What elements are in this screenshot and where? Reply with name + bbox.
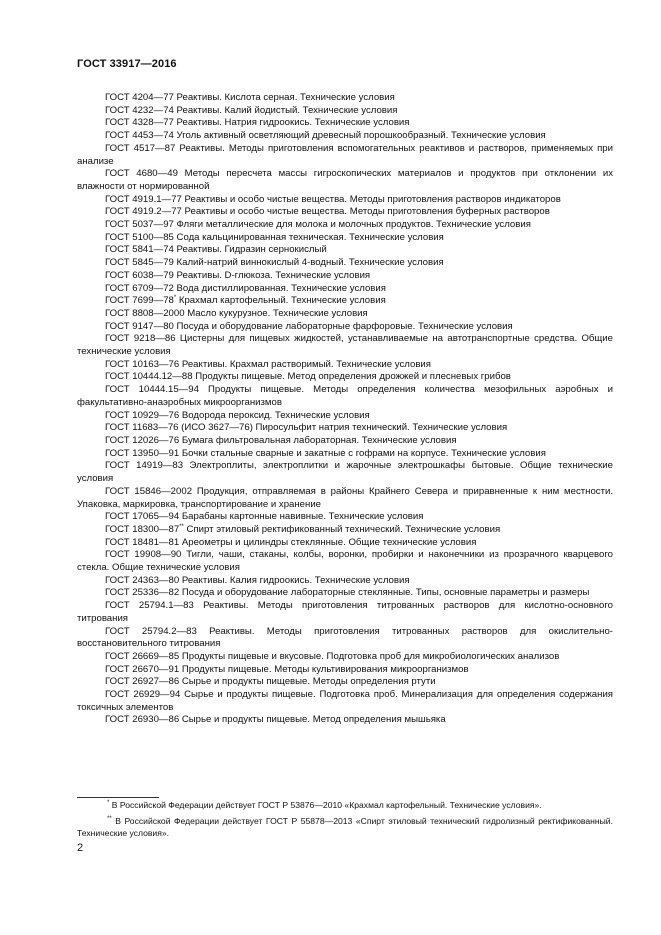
reference-item: ГОСТ 4680—49 Методы пересчета массы гигроскопических материалов и продуктов при отклонении их влажности от нормированной <box>77 168 613 192</box>
reference-item: ГОСТ 26669—85 Продукты пищевые и вкусовые. Подготовка проб для микробиологических анализов <box>105 650 560 662</box>
reference-item: ГОСТ 9147—80 Посуда и оборудование лабораторные фарфоровые. Технические условия <box>105 320 513 332</box>
reference-code: ГОСТ 7699—78 <box>105 295 174 307</box>
reference-item: ГОСТ 15846—2002 Продукция, отправляемая в районы Крайнего Севера и приравненные к ним местности. Упаковка, маркировка, транспортирование и хранение <box>77 485 613 510</box>
reference-item: ГОСТ 17065—94 Барабаны картонные навивные. Технические условия <box>105 511 424 523</box>
reference-item: ГОСТ 5841—74 Реактивы. Гидразин сернокислый <box>105 244 327 256</box>
footnotes <box>77 800 613 843</box>
footnote-text: В Российской Федерации действует ГОСТ Р 55878—2013 «Спирт этиловый технический гидролизный ректификованный. Технические условия». <box>77 815 613 838</box>
footnote-marker: * <box>173 295 177 302</box>
footnote <box>77 816 613 840</box>
reference-item: ГОСТ 6709—72 Вода дистиллированная. Технические условия <box>105 282 386 294</box>
reference-item: ГОСТ 14919—83 Электроплиты, электроплитки и жарочные электрошкафы бытовые. Общие технические условия <box>77 460 613 485</box>
reference-item: ГОСТ 10163—76 Реактивы. Крахмал растворимый. Технические условия <box>105 358 431 370</box>
reference-item: ГОСТ 26929—94 Сырье и продукты пищевые. Подготовка проб. Минерализация для определения содержания токсичных элементов <box>77 689 613 713</box>
reference-item: ГОСТ 26930—86 Сырье и продукты пищевые. Метод определения мышьяка <box>105 714 446 726</box>
reference-item: ГОСТ 5845—79 Калий-натрий виннокислый 4-водный. Технические условия <box>105 257 444 269</box>
reference-item: ГОСТ 10929—76 Водорода пероксид. Технические условия <box>105 409 370 421</box>
reference-item: ГОСТ 25794.1—83 Реактивы. Методы приготовления титрованных растворов для кислотно-основного титрования <box>77 600 613 624</box>
reference-item: ГОСТ 4919.1—77 Реактивы и особо чистые вещества. Методы приготовления растворов индикаторов <box>105 193 561 205</box>
reference-item: ГОСТ 4517—87 Реактивы. Методы приготовления вспомогательных реактивов и растворов, применяемых при анализе <box>77 142 613 167</box>
reference-item: ГОСТ 19908—90 Тигли, чаши, стаканы, колбы, воронки, пробирки и наконечники из прозрачного кварцевого стекла. Общие технические условия <box>77 549 613 574</box>
reference-item <box>77 524 613 537</box>
reference-title: Крахмал картофельный. Технические условия <box>176 295 386 307</box>
reference-item: ГОСТ 4204—77 Реактивы. Кислота серная. Технические условия <box>105 92 395 103</box>
page-number: 2 <box>77 842 84 854</box>
reference-item: ГОСТ 9218—86 Цистерны для пищевых жидкостей, устанавливаемые на автотранспортные средства. Общие технические условия <box>77 333 613 358</box>
reference-code: ГОСТ 18300—87 <box>105 523 180 535</box>
reference-item: ГОСТ 6038—79 Реактивы. D-глюкоза. Технические условия <box>105 269 371 281</box>
reference-title: Спирт этиловый ректификованный технический. Технические условия <box>183 523 501 535</box>
normative-references-list <box>77 92 613 727</box>
reference-item: ГОСТ 8808—2000 Масло кукурузное. Технические условия <box>105 307 368 319</box>
reference-item: ГОСТ 11683—76 (ИСО 3627—76) Пиросульфит натрия технический. Технические условия <box>105 422 508 434</box>
reference-item: ГОСТ 4232—74 Реактивы. Калий йодистый. Технические условия <box>105 104 398 116</box>
reference-item: ГОСТ 13950—91 Бочки стальные сварные и закатные с гофрами на корпусе. Технические условия <box>105 447 546 459</box>
reference-item: ГОСТ 24363—80 Реактивы. Калия гидроокись. Технические условия <box>105 574 410 586</box>
reference-item: ГОСТ 10444.15—94 Продукты пищевые. Методы определения количества мезофильных аэробных и факультативно-анаэробных микроорганизмов <box>77 384 613 408</box>
reference-item: ГОСТ 12026—76 Бумага фильтровальная лабораторная. Технические условия <box>105 434 457 446</box>
reference-item: ГОСТ 4919.2—77 Реактивы и особо чистые вещества. Методы приготовления буферных растворов <box>105 206 550 218</box>
document-header: ГОСТ 33917—2016 <box>77 58 177 70</box>
reference-item: ГОСТ 5037—97 Фляги металлические для молока и молочных продуктов. Технические условия <box>105 219 531 231</box>
reference-item: ГОСТ 4453—74 Уголь активный осветляющий древесный порошкообразный. Технические условия <box>105 130 546 142</box>
reference-item: ГОСТ 18481—81 Ареометры и цилиндры стеклянные. Общие технические условия <box>105 536 477 548</box>
footnote-marker: ** <box>107 815 112 822</box>
footnote-marker: ** <box>179 523 184 530</box>
reference-item: ГОСТ 26670—91 Продукты пищевые. Методы культивирования микроорганизмов <box>105 663 469 675</box>
reference-item: ГОСТ 25336—82 Посуда и оборудование лабораторные стеклянные. Типы, основные параметры и размеры <box>105 587 590 599</box>
footnote <box>77 800 613 812</box>
footnote-marker: * <box>107 800 110 807</box>
reference-item: ГОСТ 10444.12—88 Продукты пищевые. Метод определения дрожжей и плесневых грибов <box>105 371 511 383</box>
reference-item <box>77 295 613 308</box>
footnote-divider <box>77 797 159 798</box>
reference-item: ГОСТ 26927—86 Сырье и продукты пищевые. Методы определения ртути <box>105 676 436 688</box>
reference-item: ГОСТ 25794.2—83 Реактивы. Методы приготовления титрованных растворов для окислительно-восстановительного титрования <box>77 625 613 650</box>
reference-item: ГОСТ 5100—85 Сода кальцинированная техническая. Технические условия <box>105 231 444 243</box>
reference-item: ГОСТ 4328—77 Реактивы. Натрия гидроокись. Технические условия <box>105 117 410 129</box>
footnote-text: В Российской Федерации действует ГОСТ Р 53876—2010 «Крахмал картофельный. Технические условия». <box>109 800 542 810</box>
